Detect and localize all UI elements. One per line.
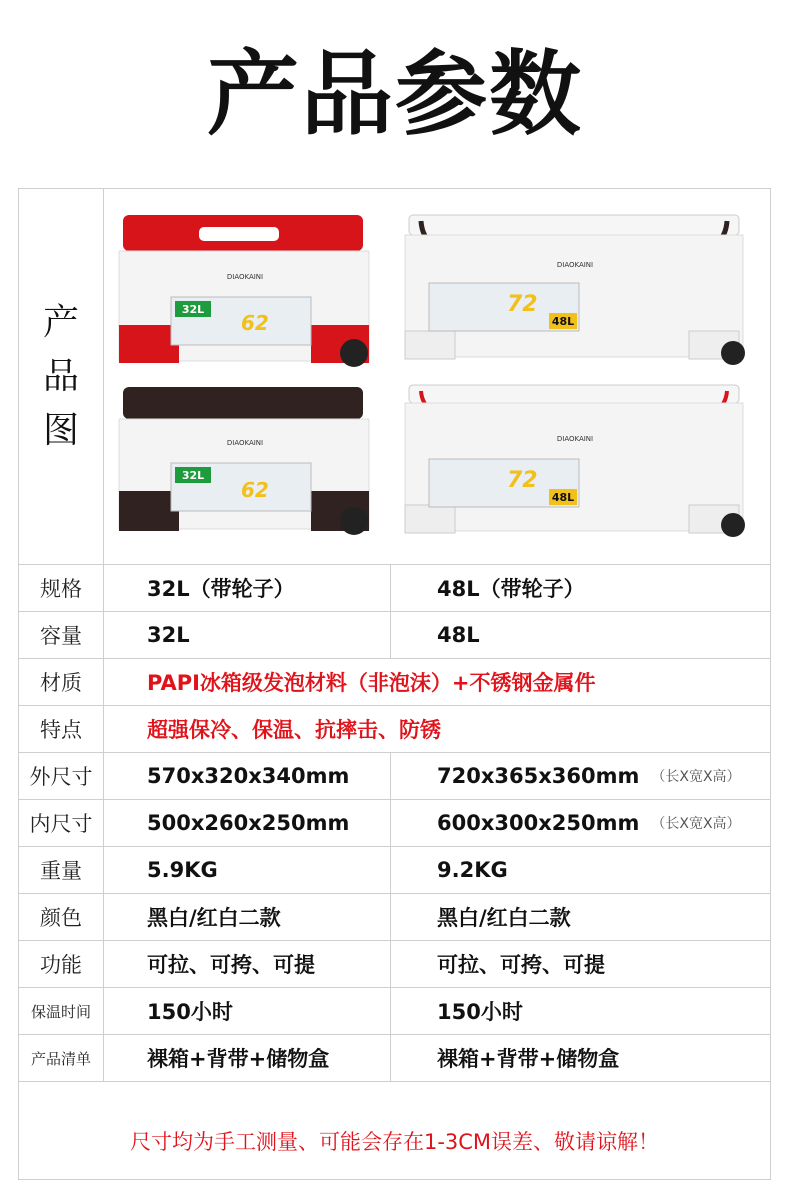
cooler-48l-red-image [399, 383, 749, 553]
capacity-badge: 48L [551, 315, 575, 328]
capacity-badge: 32L [181, 469, 205, 482]
dimension-note: （长X宽X高） [651, 816, 741, 832]
spec-row-outer-size [19, 753, 770, 800]
value-48l: 150小时 [437, 1000, 523, 1024]
value-32l: 500x260x250mm [147, 811, 350, 835]
column-divider [390, 941, 391, 987]
row-label: 重量 [19, 847, 104, 893]
row-label: 材质 [19, 659, 104, 705]
brand-logo-text: DIAOKAINI [556, 435, 594, 443]
column-divider [390, 988, 391, 1034]
cooler-32l-black-image [111, 379, 381, 559]
spec-row-weight [19, 847, 770, 894]
column-divider [390, 894, 391, 940]
spec-row-package-list [19, 1035, 770, 1082]
image-row-label [19, 189, 104, 564]
value-48l: 720x365x360mm [437, 764, 640, 788]
image-row-label-char: 产 [42, 301, 79, 343]
row-label: 容量 [19, 612, 104, 658]
column-divider [390, 565, 391, 611]
image-row-label-char: 品 [42, 355, 79, 397]
column-divider [390, 847, 391, 893]
brand-logo-text: DIAOKAINI [226, 439, 264, 447]
capacity-badge: 32L [181, 303, 205, 316]
model-number: 62 [241, 311, 269, 335]
cooler-32l-red-image [111, 205, 381, 385]
spec-table [18, 188, 771, 1180]
value-48l-wrap [437, 753, 741, 799]
value-32l: 5.9KG [147, 858, 218, 882]
capacity-badge: 48L [551, 491, 575, 504]
column-divider [390, 800, 391, 846]
value-48l: 9.2KG [437, 858, 508, 882]
spec-row-capacity [19, 612, 770, 659]
page-title: 产品参数 [206, 41, 583, 148]
value-48l: 裸箱+背带+储物盒 [437, 1047, 620, 1071]
model-number: 72 [507, 292, 538, 317]
dimension-note: （长X宽X高） [651, 769, 741, 785]
value-shared: PAPI冰箱级发泡材料（非泡沫）+不锈钢金属件 [147, 671, 596, 695]
value-48l: 48L（带轮子） [437, 577, 585, 601]
row-label: 功能 [19, 941, 104, 987]
value-32l: 裸箱+背带+储物盒 [147, 1047, 330, 1071]
column-divider [390, 612, 391, 658]
value-32l: 150小时 [147, 1000, 233, 1024]
row-label: 保温时间 [19, 988, 104, 1034]
brand-logo-text: DIAOKAINI [226, 273, 264, 281]
column-divider [390, 1035, 391, 1081]
value-32l: 可拉、可挎、可提 [147, 953, 315, 977]
image-row-label-char: 图 [42, 409, 79, 451]
measurement-disclaimer: 尺寸均为手工测量、可能会存在1-3CM误差、敬请谅解！ [129, 1130, 660, 1154]
spec-row-inner-size [19, 800, 770, 847]
spec-row-color [19, 894, 770, 941]
value-48l: 可拉、可挎、可提 [437, 953, 605, 977]
value-32l: 32L（带轮子） [147, 577, 295, 601]
row-label: 特点 [19, 706, 104, 752]
spec-row-spec [19, 565, 770, 612]
value-48l: 黑白/红白二款 [437, 906, 571, 930]
spec-row-features [19, 706, 770, 753]
row-label: 外尺寸 [19, 753, 104, 799]
cooler-48l-black-image [399, 207, 749, 377]
row-label: 产品清单 [19, 1035, 104, 1081]
value-32l: 570x320x340mm [147, 764, 350, 788]
model-number: 62 [241, 478, 269, 502]
column-divider [390, 753, 391, 799]
spec-row-insulation-time [19, 988, 770, 1035]
row-label: 内尺寸 [19, 800, 104, 846]
value-32l: 32L [147, 623, 190, 647]
row-label: 规格 [19, 565, 104, 611]
product-image-row [19, 189, 770, 565]
row-label: 颜色 [19, 894, 104, 940]
value-48l: 600x300x250mm [437, 811, 640, 835]
value-48l: 48L [437, 623, 480, 647]
spec-row-function [19, 941, 770, 988]
model-number: 72 [507, 468, 538, 493]
value-48l-wrap [437, 800, 741, 846]
spec-row-material [19, 659, 770, 706]
brand-logo-text: DIAOKAINI [556, 261, 594, 269]
value-32l: 黑白/红白二款 [147, 906, 281, 930]
value-shared: 超强保冷、保温、抗摔击、防锈 [147, 718, 441, 742]
